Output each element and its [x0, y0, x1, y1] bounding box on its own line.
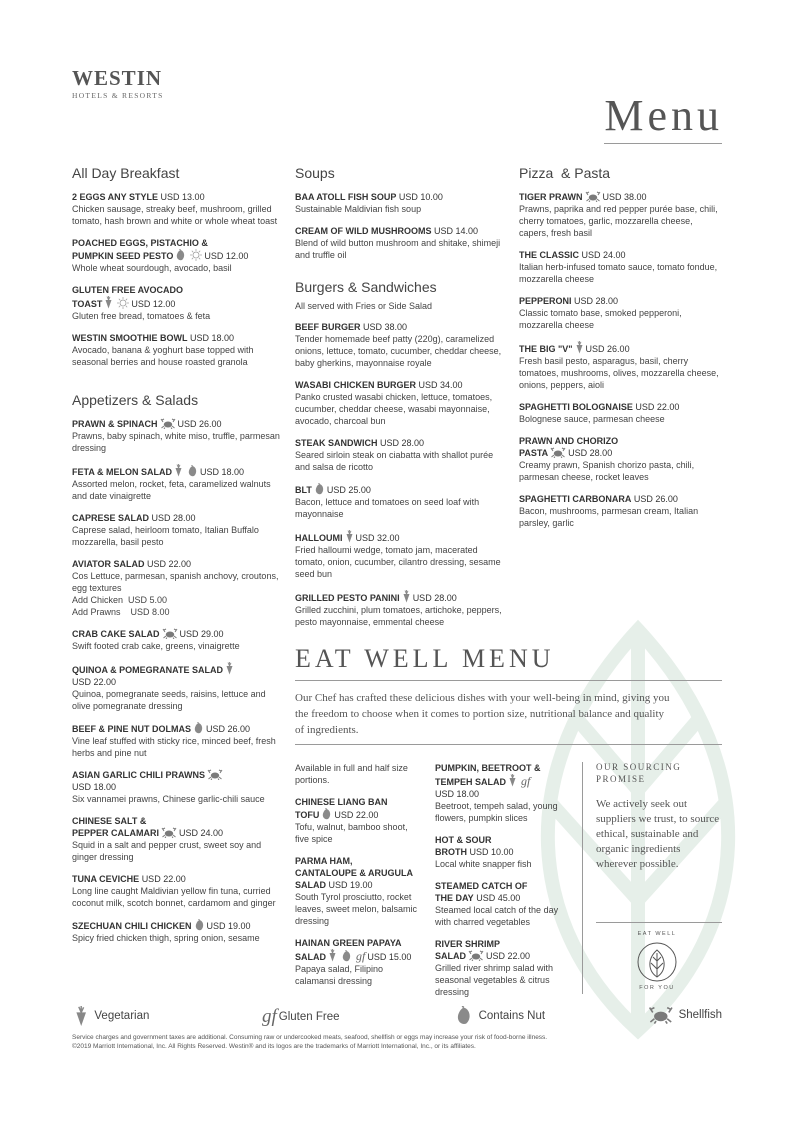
item-name: CAPRESE SALAD — [72, 513, 150, 523]
menu-item — [72, 919, 284, 944]
item-price: USD 28.00 — [412, 593, 457, 603]
brand-logo — [72, 68, 164, 100]
item-name: CHINESE SALT & — [72, 816, 147, 826]
item-price: USD 14.00 — [434, 226, 479, 236]
brand-subtitle: HOTELS & RESORTS — [72, 91, 164, 100]
vegetarian-icon — [74, 1006, 88, 1027]
item-price: USD 12.00 — [131, 299, 176, 309]
eat-well-divider-top — [295, 680, 722, 681]
eat-well-column-left — [295, 762, 423, 997]
menu-item — [295, 321, 503, 369]
item-price: USD 15.00 — [367, 952, 412, 962]
menu-item — [519, 401, 724, 425]
item-price: USD 22.00 — [147, 559, 192, 569]
item-name: PUMPKIN, BEETROOT & — [435, 763, 541, 773]
menu-item — [72, 284, 284, 322]
item-description: Cos Lettuce, parmesan, spanish anchovy, croutons, egg textures — [72, 571, 279, 593]
item-name: GLUTEN FREE AVOCADO — [72, 285, 184, 295]
gluten-free-icon: gf — [262, 1006, 277, 1027]
item-price: USD 24.00 — [581, 250, 626, 260]
promise-title: PROMISE — [596, 774, 646, 784]
item-price: USD 22.00 — [486, 951, 531, 961]
item-name: PRAWN & SPINACH — [72, 419, 158, 429]
section-title-breakfast: All Day Breakfast — [72, 165, 180, 181]
menu-item — [435, 834, 560, 870]
menu-item — [72, 191, 284, 227]
item-description: Bacon, lettuce and tomatoes on seed loaf with mayonnaise — [295, 497, 480, 519]
item-price: USD 28.00 — [574, 296, 619, 306]
item-description: Chicken sausage, streaky beef, mushroom, grilled tomato, hash brown and white or whole wheat toast — [72, 204, 278, 226]
item-description: Prawns, baby spinach, white miso, truffle, parmesan dressing — [72, 431, 280, 453]
item-description: Bacon, mushrooms, parmesan cream, Italian parsley, garlic — [519, 506, 699, 528]
item-name: QUINOA & POMEGRANATE SALAD — [72, 665, 224, 675]
item-description: Seared sirloin steak on ciabatta with shallot purée and salsa de ricotto — [295, 450, 494, 472]
eat-well-badge — [628, 933, 686, 991]
vegetarian-icon — [402, 590, 411, 603]
section-title-soups: Soups — [295, 165, 335, 181]
item-description: Six vannamei prawns, Chinese garlic-chili sauce — [72, 794, 265, 804]
item-price: USD 19.00 — [328, 880, 373, 890]
item-name: CREAM OF WILD MUSHROOMS — [295, 226, 432, 236]
promise-divider — [596, 922, 722, 923]
item-name: BLT — [295, 485, 312, 495]
shellfish-icon — [160, 418, 176, 429]
vegetarian-icon — [104, 296, 113, 309]
item-price: USD 28.00 — [568, 448, 613, 458]
legend-gluten-free — [262, 1006, 340, 1028]
menu-item — [72, 722, 284, 759]
menu-item — [295, 225, 503, 261]
menu-item — [519, 249, 724, 285]
item-description: Spicy fried chicken thigh, spring onion, sesame — [72, 933, 260, 943]
item-price: USD 10.00 — [469, 847, 514, 857]
item-description: Italian herb-infused tomato sauce, tomato fondue, mozzarella cheese — [519, 262, 718, 284]
item-description: Creamy prawn, Spanish chorizo pasta, chili, parmesan cheese, rocket leaves — [519, 460, 695, 482]
section-title-pizza: Pizza & Pasta — [519, 165, 611, 181]
menu-item — [72, 512, 284, 548]
menu-item — [72, 628, 284, 652]
vegetarian-icon — [328, 949, 337, 962]
item-description: Whole wheat sourdough, avocado, basil — [72, 263, 232, 273]
legend-label: Gluten Free — [278, 1011, 340, 1023]
menu-item — [72, 464, 284, 502]
nut-icon — [194, 919, 205, 931]
item-description: Bolognese sauce, parmesan cheese — [519, 414, 665, 424]
item-description: Gluten free bread, tomatoes & feta — [72, 311, 211, 321]
eat-well-title: EAT WELL MENU — [295, 644, 555, 673]
item-price: USD 18.00 — [435, 789, 480, 799]
item-description: Grilled zucchini, plum tomatoes, artichoke, peppers, pesto mayonnaise, emmental cheese — [295, 605, 502, 627]
item-name: PEPPERONI — [519, 296, 572, 306]
vegetarian-icon — [225, 662, 234, 675]
item-description: South Tyrol prosciutto, rocket leaves, sweet melon, balsamic dressing — [295, 892, 418, 926]
item-name: POACHED EGGS, PISTACHIO & — [72, 238, 208, 248]
item-name: SALAD — [295, 880, 326, 890]
item-name: TIGER PRAWN — [519, 192, 583, 202]
legend-shellfish — [646, 1006, 722, 1024]
page-title: Menu — [604, 91, 723, 140]
menu-item — [72, 332, 284, 368]
menu-item — [72, 237, 284, 274]
item-price: USD 34.00 — [418, 380, 463, 390]
item-price: USD 32.00 — [355, 533, 400, 543]
menu-item — [519, 493, 724, 529]
item-price: USD 28.00 — [151, 513, 196, 523]
item-name: BROTH — [435, 847, 467, 857]
item-name: AVIATOR SALAD — [72, 559, 145, 569]
item-name: ASIAN GARLIC CHILI PRAWNS — [72, 770, 206, 780]
menu-item — [295, 483, 503, 520]
item-price: USD 10.00 — [398, 192, 443, 202]
menu-item — [435, 880, 560, 928]
menu-item — [295, 937, 423, 987]
item-name: PUMPKIN SEED PESTO — [72, 251, 174, 261]
item-description: Steamed local catch of the day with charred vegetables — [435, 905, 559, 927]
brand-name: WESTIN — [72, 66, 163, 90]
item-name: BAA ATOLL FISH SOUP — [295, 192, 397, 202]
footer-line: ©2019 Marriott International, Inc. All Rights Reserved. Westin® and its logos are the trademarks of Marriott International, Inc., or its affiliates. — [72, 1043, 476, 1050]
legend-label: Vegetarian — [94, 1010, 150, 1023]
item-name: SALAD — [435, 951, 466, 961]
item-name: HALLOUMI — [295, 533, 343, 543]
menu-item — [435, 938, 560, 998]
nut-icon — [187, 465, 198, 477]
item-name: PRAWN AND CHORIZO — [519, 436, 619, 446]
item-name: TEMPEH SALAD — [435, 777, 507, 787]
menu-item — [72, 418, 284, 454]
item-price: USD 24.00 — [179, 828, 224, 838]
item-name: GRILLED PESTO PANINI — [295, 593, 400, 603]
menu-item — [295, 379, 503, 427]
item-description: Blend of wild button mushroom and shitake, shimeji and truffle oil — [295, 238, 501, 260]
item-name: 2 EGGS ANY STYLE — [72, 192, 159, 202]
shellfish-icon — [468, 950, 484, 961]
item-description: Classic tomato base, smoked pepperoni, mozzarella cheese — [519, 308, 682, 330]
menu-item — [519, 191, 724, 239]
footer-line: Service charges and government taxes are additional. Consuming raw or undercooked meats, seafood, shellfish or eggs may increase your risk of food-borne illness. — [72, 1034, 548, 1041]
item-description: Local white snapper fish — [435, 859, 532, 869]
shellfish-icon — [207, 769, 223, 780]
nut-icon — [314, 483, 325, 495]
vegetarian-icon — [508, 774, 517, 787]
vegetarian-icon — [575, 341, 584, 354]
item-price: USD 26.00 — [585, 344, 630, 354]
menu-item — [519, 295, 724, 331]
item-price: USD 13.00 — [160, 192, 205, 202]
item-description: Swift footed crab cake, greens, vinaigrette — [72, 641, 240, 651]
item-description: Panko crusted wasabi chicken, lettuce, tomatoes, cucumber, cheddar cheese, wasabi mayonnaise, avocado, charcoal bun — [295, 392, 493, 426]
item-price: USD 18.00 — [72, 782, 117, 792]
item-price: USD 22.00 — [635, 402, 680, 412]
item-price: USD 25.00 — [326, 485, 371, 495]
item-description: Grilled river shrimp salad with seasonal vegetables & citrus dressing — [435, 963, 554, 997]
eat-well-column-right — [435, 762, 560, 1008]
item-name: PEPPER CALAMARI — [72, 828, 160, 838]
eat-well-intro: Our Chef has crafted these delicious dishes with your well-being in mind, giving you the freedom to choose when it comes to portion size, nutritional balance and quality of ingredients. — [295, 692, 670, 736]
item-name: BEEF BURGER — [295, 322, 361, 332]
item-name: THE BIG "V" — [519, 344, 573, 354]
menu-item — [519, 435, 724, 483]
promise-title: OUR SOURCING — [596, 762, 682, 772]
item-name: CRAB CAKE SALAD — [72, 629, 160, 639]
title-divider — [604, 143, 722, 144]
promise-text: We actively seek out suppliers we trust, to source ethical, sustainable and organic ingredients wherever possible. — [596, 798, 720, 870]
item-description: Sustainable Maldivian fish soup — [295, 204, 422, 214]
sun-icon — [117, 297, 129, 309]
vegetarian-icon — [345, 530, 354, 543]
gluten-free-icon: gf — [356, 949, 366, 963]
item-description: Fried halloumi wedge, tomato jam, macerated tomato, onion, cucumber, cilantro dressing, sesame seed bun — [295, 545, 501, 579]
item-name: TUNA CEVICHE — [72, 874, 140, 884]
promise-divider-vertical — [582, 762, 583, 994]
item-price: USD 22.00 — [334, 810, 379, 820]
item-name: WESTIN SMOOTHIE BOWL — [72, 333, 188, 343]
item-name: SZECHUAN CHILI CHICKEN — [72, 921, 192, 931]
item-name: PASTA — [519, 448, 549, 458]
legend-label: Contains Nut — [478, 1009, 546, 1022]
item-name: PARMA HAM, — [295, 856, 353, 866]
column-middle — [295, 165, 503, 638]
item-description: Beetroot, tempeh salad, young flowers, pumpkin slices — [435, 801, 558, 823]
menu-item — [295, 590, 503, 628]
menu-item — [435, 762, 560, 824]
item-price: USD 18.00 — [190, 333, 235, 343]
badge-text-bottom: FOR YOU — [639, 985, 675, 991]
eat-well-divider-bottom — [295, 744, 722, 745]
menu-item — [72, 558, 284, 618]
item-name: HOT & SOUR — [435, 835, 492, 845]
item-price: USD 26.00 — [633, 494, 678, 504]
shellfish-icon — [162, 628, 178, 639]
item-name: STEAK SANDWICH — [295, 438, 378, 448]
section-title-appetizers: Appetizers & Salads — [72, 392, 199, 408]
item-name: STEAMED CATCH OF — [435, 881, 528, 891]
item-description: Fresh basil pesto, asparagus, basil, cherry tomatoes, mushrooms, olives, mozzarella cheese, onions, peppers, aioli — [519, 356, 719, 390]
item-price: USD 22.00 — [141, 874, 186, 884]
item-description: Avocado, banana & yoghurt base topped with seasonal berries and house roasted granola — [72, 345, 254, 367]
item-description: Vine leaf stuffed with sticky rice, minced beef, fresh herbs and pine nut — [72, 736, 276, 758]
item-name: CHINESE LIANG BAN — [295, 797, 388, 807]
item-description: Caprese salad, heirloom tomato, Italian Buffalo mozzarella, basil pesto — [72, 525, 259, 547]
section-title-burgers: Burgers & Sandwiches — [295, 279, 437, 295]
item-price: USD 38.00 — [602, 192, 647, 202]
item-name: RIVER SHRIMP — [435, 939, 501, 949]
shellfish-icon — [585, 191, 601, 202]
menu-item — [72, 873, 284, 909]
menu-item — [72, 662, 284, 712]
item-price: USD 18.00 — [200, 467, 245, 477]
item-name: BEEF & PINE NUT DOLMAS — [72, 724, 192, 734]
legend-contains-nut — [453, 1006, 545, 1025]
nut-icon — [175, 249, 186, 261]
shellfish-icon — [648, 1006, 674, 1024]
item-name: SPAGHETTI CARBONARA — [519, 494, 632, 504]
footer-disclaimer — [72, 1033, 752, 1051]
shellfish-icon — [550, 447, 566, 458]
item-addon: Add Prawns USD 8.00 — [72, 607, 170, 617]
menu-item — [519, 341, 724, 391]
shellfish-icon — [161, 827, 177, 838]
menu-item — [295, 437, 503, 473]
legend-label: Shellfish — [678, 1008, 723, 1021]
gluten-free-icon: gf — [521, 774, 531, 788]
item-description: Tofu, walnut, bamboo shoot, five spice — [295, 822, 408, 844]
item-price: USD 26.00 — [177, 419, 222, 429]
item-description: Papaya salad, Filipino calamansi dressing — [295, 964, 384, 986]
nut-icon — [193, 722, 204, 734]
item-description: Quinoa, pomegranate seeds, raisins, lettuce and olive pomegranate dressing — [72, 689, 266, 711]
item-price: USD 12.00 — [204, 251, 249, 261]
nut-icon — [455, 1006, 473, 1025]
item-price: USD 22.00 — [72, 677, 117, 687]
sourcing-promise — [596, 761, 722, 872]
item-name: SALAD — [295, 952, 326, 962]
menu-item — [72, 815, 284, 863]
menu-item — [72, 769, 284, 805]
item-price: USD 28.00 — [380, 438, 425, 448]
item-name: HAINAN GREEN PAPAYA — [295, 938, 402, 948]
item-name: SPAGHETTI BOLOGNAISE — [519, 402, 633, 412]
nut-icon — [321, 808, 332, 820]
menu-item — [295, 855, 423, 927]
item-name: CANTALOUPE & ARUGULA — [295, 868, 413, 878]
menu-item — [295, 191, 503, 215]
item-name: WASABI CHICKEN BURGER — [295, 380, 417, 390]
item-name: TOAST — [72, 299, 103, 309]
menu-item — [295, 530, 503, 580]
item-name: THE CLASSIC — [519, 250, 580, 260]
item-price: USD 38.00 — [363, 322, 408, 332]
item-name: TOFU — [295, 810, 320, 820]
item-price: USD 29.00 — [179, 629, 224, 639]
item-price: USD 45.00 — [476, 893, 521, 903]
nut-icon — [341, 950, 352, 962]
item-description: Squid in a salt and pepper crust, sweet soy and ginger dressing — [72, 840, 262, 862]
sun-icon — [190, 249, 202, 261]
legend-vegetarian — [72, 1006, 149, 1027]
item-price: USD 19.00 — [206, 921, 251, 931]
item-description: Long line caught Maldivian yellow fin tuna, curried coconut milk, scotch bonnet, cardamom and ginger — [72, 886, 276, 908]
badge-text-top: EAT WELL — [637, 931, 677, 937]
item-name: THE DAY — [435, 893, 474, 903]
item-description: Prawns, paprika and red pepper purée base, chili, cherry tomatoes, garlic, mozzarella cheese, capers, fresh basil — [519, 204, 718, 238]
item-description: Tender homemade beef patty (220g), caramelized onions, lettuce, tomato, cucumber, cheddar cheese, baby gherkins, mayonnaise royale — [295, 334, 502, 368]
column-right — [519, 165, 724, 539]
item-addon: Add Chicken USD 5.00 — [72, 595, 168, 605]
item-description: Assorted melon, rocket, feta, caramelized walnuts and date vinaigrette — [72, 479, 271, 501]
section-note: All served with Fries or Side Salad — [295, 301, 433, 311]
vegetarian-icon — [174, 464, 183, 477]
item-price: USD 26.00 — [206, 724, 251, 734]
portion-note: Available in full and half size portions. — [295, 763, 408, 785]
column-left — [72, 165, 284, 954]
menu-item — [295, 796, 423, 845]
item-name: FETA & MELON SALAD — [72, 467, 172, 477]
